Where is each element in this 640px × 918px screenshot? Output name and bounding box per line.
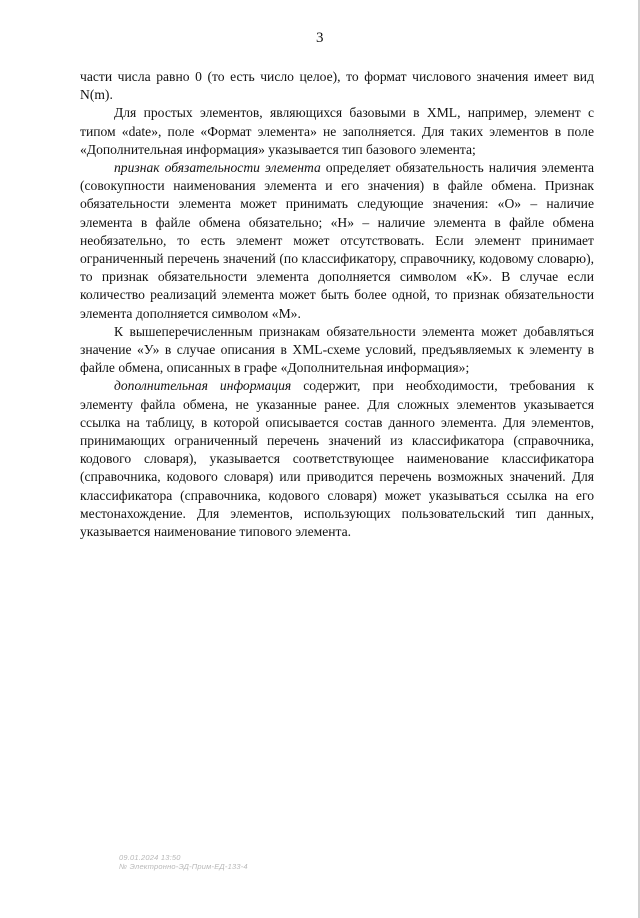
stamp-line: № Электронно-ЭД-Прим-ЕД-133-4	[119, 862, 248, 871]
paragraph: Для простых элементов, являющихся базовыми в XML, например, элемент с типом «date», поле «Формат элемента» не заполняется. Для таких элементов в поле «Дополнительная информация» указывается тип базового элемента;	[80, 105, 594, 157]
paragraph-text: определяет обязательность наличия элемента (совокупности наименования элемента и его значения) в файле обмена. Признак обязательности элемента может принимать следующие значения: «О» – наличие элемента в файле обмена обязательно; «Н» – наличие элемента в файле обмена необязательно, то есть элемент может отсутствовать. Если элемент принимает ограниченный перечень значений (по классификатору, справочнику, кодовому словарю), то признак обязательности элемента дополняется символом «К». В случае если количество реализаций элемента может быть более одной, то признак обязательности элемента дополняется символом «М».	[80, 160, 594, 321]
document-body	[80, 68, 594, 541]
paragraph-term: дополнительная информация	[114, 378, 292, 394]
paragraph-text: содержит, при необходимости, требования к элементу файла обмена, не указанные ранее. Для сложных элементов указывается ссылка на таблицу, в которой описывается состав данного элемента. Для элементов, принимающих ограниченный перечень значений из классификатора (справочника, кодового словаря), указывается соответствующее наименование классификатора (справочника, кодового словаря) или приводится перечень возможных значений. Для классификатора (справочника, кодового словаря) может указываться ссылка на его местонахождение. Для элементов, использующих пользовательский тип данных, указывается наименование типового элемента.	[80, 378, 594, 540]
paragraph	[80, 159, 594, 323]
paragraph: К вышеперечисленным признакам обязательности элемента может добавляться значение «У» в случае описания в XML-схеме условий, предъявляемых к элементу в файле обмена, описанных в графе «Дополнительная информация»;	[80, 323, 594, 376]
paragraph	[80, 377, 594, 541]
page-number: 3	[316, 30, 324, 46]
stamp-line: 09.01.2024 13:50	[119, 853, 181, 862]
registration-stamp	[119, 853, 248, 871]
paragraph-term: признак обязательности элемента	[114, 160, 321, 176]
paragraph: части числа равно 0 (то есть число целое), то формат числового значения имеет вид N(m).	[80, 69, 594, 103]
